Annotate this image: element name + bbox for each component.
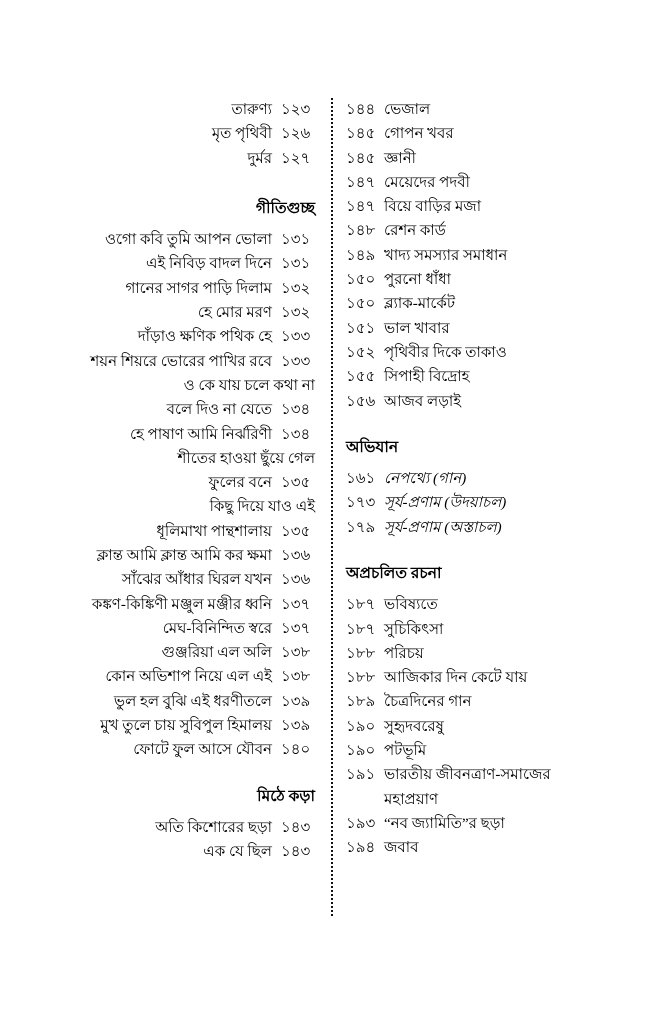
entry-title: রেশন কার্ড [384,223,446,240]
entry-title: গুঞ্জরিয়া এল অলি [161,645,272,662]
toc-entry[interactable] [0,544,315,568]
toc-entry[interactable] [0,495,315,544]
entry-page: ১৯৩ [346,815,376,832]
toc-entry[interactable] [346,341,663,365]
entry-page: ১৩৫ [281,475,311,492]
entry-title: মৃত পৃথিবী [211,126,272,143]
entry-page: ১৫০ [346,272,376,289]
toc-entry[interactable] [0,374,315,423]
toc-entry[interactable] [346,244,663,268]
entry-title-line-1: ও কে যায় চলে কথা না [183,377,315,394]
entry-page: ১৭৯ [346,519,376,536]
entry-title: ভেজাল [384,102,431,118]
entry-title-continuation: ধূলিমাখা পান্থশালায় [156,523,272,540]
toc-entry[interactable] [346,390,663,414]
toc-entry[interactable] [0,301,315,325]
toc-entry[interactable] [0,325,315,349]
entry-page: ১৫১ [346,320,376,337]
entry-title: শয়ন শিয়রে ভোরের পাখির রবে [90,353,272,370]
entry-title-continuation: বলে দিও না যেতে [166,402,272,419]
entry-page: ১৩৪ [281,426,311,443]
entry-title: জবাব [384,840,419,857]
entry-page: ১৪৮ [346,223,376,240]
entry-page: ১৩৩ [281,353,311,370]
entry-page: ১৩৩ [281,329,311,346]
toc-entry[interactable] [0,350,315,374]
section-heading-abhijan: অভিযান [346,438,399,456]
entry-page: ১৩৫ [281,523,311,540]
entry-title: জ্ঞানী [384,150,416,167]
section-heading-gitiguccha: গীতিগুচ্ছ [255,199,315,217]
entry-page: ১৩৮ [281,645,311,662]
entry-title: মুখ তুলে চায় সুবিপুল হিমালয় [100,718,272,735]
entry-title: “নব জ্যামিতি”র ছড়া [384,815,505,832]
entry-page: ১৯০ [346,743,376,760]
entry-title: কঙ্কণ-কিঙ্কিণী মঞ্জুল মঞ্জীর ধ্বনি [91,596,272,613]
toc-right-column [331,98,663,861]
toc-block [0,98,315,171]
toc-entry[interactable] [0,641,315,665]
toc-entry[interactable] [0,423,315,447]
toc-entry[interactable] [0,98,315,122]
entry-page: ১৩৬ [281,548,311,564]
toc-entry[interactable] [346,715,663,739]
entry-page: ১৮৭ [346,621,376,638]
entry-page: ১৯৪ [346,840,376,857]
entry-title: ক্লান্ত আমি ক্লান্ত আমি কর ক্ষমা [96,548,272,564]
toc-entry[interactable] [346,317,663,341]
entry-title: সিপাহী বিদ্রোহ [384,369,470,386]
entry-title: সুহৃদবরেষু [384,718,444,735]
entry-page: ১৮৮ [346,670,376,687]
section-heading-aprachalita-rachana: অপ্রচলিত রচনা [346,565,442,582]
entry-page: ১৯১ [346,767,376,784]
toc-entry[interactable] [346,763,663,812]
entry-title-line-2 [0,471,315,495]
entry-title: সূর্য-প্রণাম (উদয়াচল) [384,495,507,512]
toc-entry[interactable] [346,195,663,219]
entry-title: গোপন খবর [384,126,454,143]
toc-entry[interactable] [0,147,315,171]
entry-page: ১৩১ [281,232,311,249]
entry-page: ১২৩ [281,102,311,118]
toc-entry[interactable] [0,252,315,276]
entry-title: দুর্মর [247,150,272,167]
toc-block [346,98,663,414]
section-heading-mithe-kora: মিঠে কড়া [257,787,315,805]
toc-block [0,785,315,865]
toc-entry[interactable] [0,447,315,496]
entry-page: ১৩৭ [281,596,311,613]
toc-block [346,562,663,861]
entry-page: ১৯০ [346,718,376,735]
entry-title: পৃথিবীর দিকে তাকাও [384,344,507,361]
entry-title: ভবিষ্যতে [384,597,438,614]
entry-title: সুচিকিৎসা [384,621,444,638]
toc-left-column [0,98,331,865]
entry-page: ১৬১ [346,471,376,488]
entry-title: অতি কিশোরের ছড়া [155,819,272,836]
entry-page: ১৩৯ [281,718,311,735]
entry-title: ভাল খাবার [384,320,450,337]
entry-title [384,763,663,812]
entry-title: সূর্য-প্রণাম (অস্তাচল) [384,519,502,536]
toc-entry[interactable] [346,122,663,146]
entry-page: ১৪৯ [346,247,376,264]
entry-page: ১৫৬ [346,393,376,410]
toc-entry[interactable] [346,690,663,714]
entry-title: তারুণ্য [231,102,272,118]
entry-title-line-1: ভারতীয় জীবনত্রাণ-সমাজের [384,767,551,784]
entry-title: আজব লড়াই [384,393,462,410]
entry-title-continuation: ফুলের বনে [208,475,272,492]
toc-entry[interactable] [0,228,315,252]
toc-entry[interactable] [346,467,663,491]
entry-page: ১৪৩ [281,844,311,861]
entry-title: হে মোর মরণ [197,305,272,322]
entry-page: ১৩৮ [281,669,311,686]
entry-page: ১৪৭ [346,174,376,191]
entry-title: মেয়েদের পদবী [384,174,470,191]
toc-entry[interactable] [346,491,663,515]
entry-title: কোন অভিশাপ নিয়ে এল এই [105,669,272,686]
entry-title-line-1: কিছু দিয়ে যাও এই [209,499,315,516]
entry-title: গানের সাগর পাড়ি দিলাম [125,280,272,297]
entry-title: আজিকার দিন কেটে যায় [384,670,528,687]
entry-page: ১২৭ [281,150,311,167]
toc-entry[interactable] [346,812,663,836]
toc-entry[interactable] [0,277,315,301]
entry-title: খাদ্য সমস্যার সমাধান [384,247,508,264]
entry-title: এই নিবিড় বাদল দিনে [146,256,272,273]
toc-entry[interactable] [0,714,315,738]
entry-page: ১৮৯ [346,694,376,711]
entry-page: ১৫৫ [346,369,376,386]
entry-title-line-2 [0,520,315,544]
entry-title: বিয়ে বাড়ির মজা [384,199,482,216]
entry-page: ১৮৭ [346,597,376,614]
entry-title-line-2: মহাপ্রয়াণ [384,791,439,808]
entry-page: ১৫২ [346,344,376,361]
entry-title: মেঘ-বিনিন্দিত স্বরে [162,620,272,637]
entry-title: ওগো কবি তুমি আপন ভোলা [104,232,272,249]
entry-page: ১৩৪ [281,402,311,419]
entry-page: ১৩৬ [281,572,311,589]
entry-title: পরিচয় [384,645,424,662]
entry-title: হে পাষাণ আমি নির্ঝরিণী [129,426,272,443]
entry-title: পটভূমি [384,743,427,760]
entry-title: পুরনো ধাঁধা [384,272,452,289]
toc-entry[interactable] [346,292,663,316]
toc-entry[interactable] [0,122,315,146]
toc-entry[interactable] [346,516,663,540]
entry-page: ১৫০ [346,296,376,313]
entry-title: দাঁড়াও ক্ষণিক পথিক হে [137,329,272,346]
toc-entry[interactable] [0,593,315,617]
entry-title: এক যে ছিল [203,844,272,861]
toc-block [346,436,663,540]
entry-page: ১৪৪ [346,102,376,118]
toc-entry[interactable] [0,568,315,592]
toc-block [0,197,315,763]
entry-page: ১৪৫ [346,126,376,143]
toc-entry[interactable] [0,617,315,641]
toc-entry[interactable] [346,618,663,642]
toc-entry[interactable] [0,690,315,714]
entry-page: ১৩৭ [281,620,311,637]
entry-page: ১৭৩ [346,495,376,512]
entry-title: ফোটে ফুল আসে যৌবন [133,742,272,759]
entry-title: ব্ল্যাক-মার্কেট [384,296,456,313]
entry-page: ১৮৮ [346,645,376,662]
toc-entry[interactable] [346,98,663,122]
entry-page: ১৩১ [281,256,311,273]
toc-entry[interactable] [346,268,663,292]
entry-page: ১৪৩ [281,819,311,836]
toc-entry[interactable] [0,738,315,762]
toc-entry[interactable] [0,840,315,864]
entry-title: সাঁঝের আঁধার ঘিরল যখন [121,572,272,589]
entry-title: নেপথ্যে (গান) [384,471,467,488]
toc-entry[interactable] [346,836,663,860]
toc-entry[interactable] [346,666,663,690]
toc-entry[interactable] [0,816,315,840]
entry-page: ১৪০ [281,742,311,759]
toc-entry[interactable] [346,171,663,195]
entry-page: ১৪৭ [346,199,376,216]
toc-entry[interactable] [346,365,663,389]
entry-title: চৈত্রদিনের গান [384,694,472,711]
entry-page: ১৩২ [281,280,311,297]
toc-entry[interactable] [346,147,663,171]
entry-page: ১৩৯ [281,693,311,710]
toc-entry[interactable] [0,665,315,689]
toc-entry[interactable] [346,593,663,617]
column-divider [331,98,333,916]
entry-title-line-1: শীতের হাওয়া ছুঁয়ে গেল [177,450,315,467]
entry-title-line-2 [0,398,315,422]
toc-entry[interactable] [346,739,663,763]
toc-entry[interactable] [346,642,663,666]
entry-title: ভুল হল বুঝি এই ধরণীতলে [113,693,272,710]
entry-page: ১২৬ [281,126,311,143]
entry-page: ১৩২ [281,305,311,322]
entry-page: ১৪৫ [346,150,376,167]
toc-entry[interactable] [346,219,663,243]
